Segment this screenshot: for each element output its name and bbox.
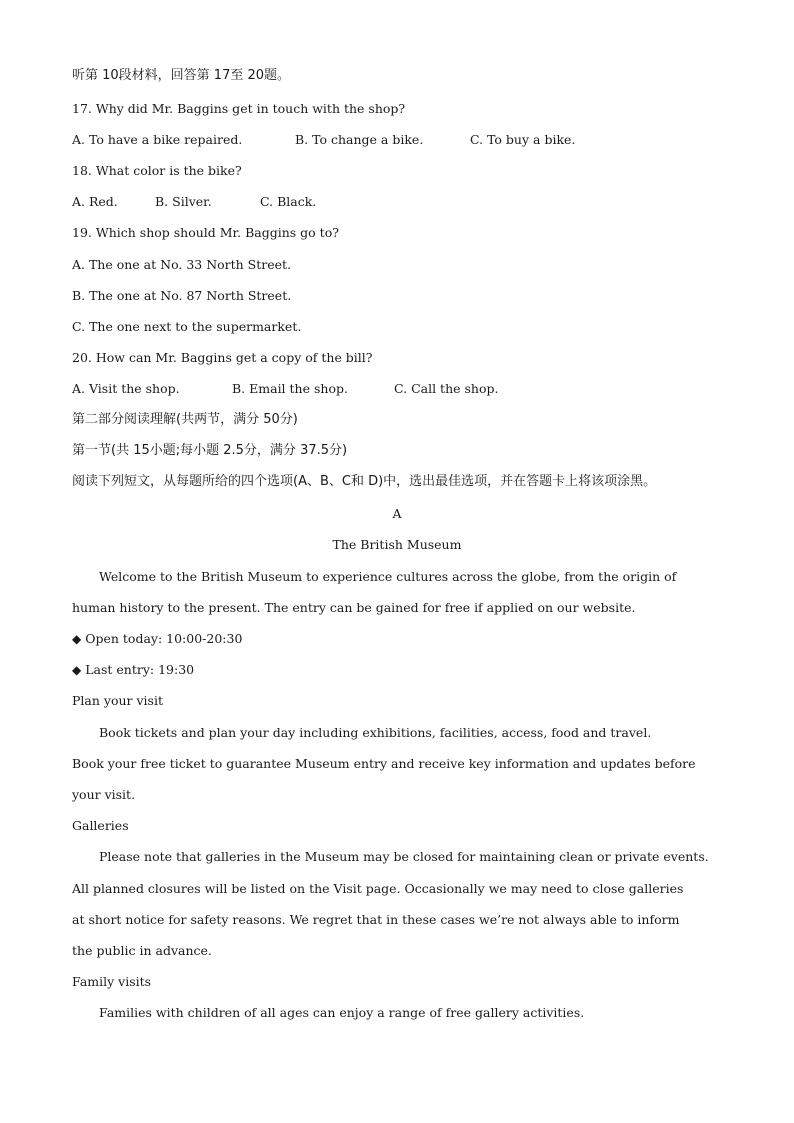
question-20-stem: 20. How can Mr. Baggins get a copy of the bill?	[72, 350, 373, 365]
plan-line-1: Book tickets and plan your day including exhibitions, facilities, access, food and travel.	[99, 725, 652, 740]
option-a: A. To have a bike repaired.	[72, 132, 243, 147]
option-a: A. Visit the shop.	[72, 381, 180, 396]
option-c: C. To buy a bike.	[470, 132, 576, 147]
question-19-stem: 19. Which shop should Mr. Baggins go to?	[72, 225, 339, 240]
option-b: B. Email the shop.	[232, 381, 348, 396]
family-line-1: Families with children of all ages can enjoy a range of free gallery activities.	[99, 1005, 585, 1020]
question-19-option-c: C. The one next to the supermarket.	[72, 319, 302, 334]
option-c: C. Call the shop.	[394, 381, 499, 396]
galleries-line-2: All planned closures will be listed on the Visit page. Occasionally we may need to close galleries	[72, 881, 684, 896]
diamond-bullet-icon: ◆	[72, 632, 82, 646]
question-18-options	[72, 193, 722, 211]
option-b: B. Silver.	[155, 194, 212, 209]
bullet-text: Last entry: 19:30	[85, 662, 195, 677]
plan-line-3: your visit.	[72, 787, 136, 802]
bullet-text: Open today: 10:00-20:30	[85, 631, 243, 646]
galleries-heading: Galleries	[72, 818, 129, 833]
question-19-option-b: B. The one at No. 87 North Street.	[72, 288, 292, 303]
diamond-bullet-icon: ◆	[72, 663, 82, 677]
question-18-stem: 18. What color is the bike?	[72, 163, 242, 178]
galleries-line-1: Please note that galleries in the Museum may be closed for maintaining clean or private events.	[99, 849, 709, 864]
galleries-line-3: at short notice for safety reasons. We regret that in these cases we’re not always able to inform	[72, 912, 680, 927]
question-19-option-a: A. The one at No. 33 North Street.	[72, 257, 292, 272]
listening-section-intro: 听第 10段材料，回答第 17至 20题。	[72, 68, 291, 83]
intro-line-1: Welcome to the British Museum to experience cultures across the globe, from the origin of	[99, 569, 677, 584]
part2-heading: 第二部分阅读理解(共两节，满分 50分)	[72, 412, 298, 427]
option-c: C. Black.	[260, 194, 317, 209]
intro-line-2: human history to the present. The entry can be gained for free if applied on our website.	[72, 600, 636, 615]
plan-heading: Plan your visit	[72, 693, 163, 708]
option-a: A. Red.	[72, 194, 118, 209]
passage-title: The British Museum	[332, 537, 462, 552]
family-heading: Family visits	[72, 974, 152, 989]
passage-letter: A	[392, 506, 402, 521]
plan-line-2: Book your free ticket to guarantee Museum entry and receive key information and updates before	[72, 756, 696, 771]
question-17-options	[72, 131, 722, 149]
question-17-stem: 17. Why did Mr. Baggins get in touch with the shop?	[72, 101, 406, 116]
question-20-options	[72, 380, 722, 398]
section1-heading: 第一节(共 15小题;每小题 2.5分，满分 37.5分)	[72, 443, 348, 458]
option-b: B. To change a bike.	[295, 132, 424, 147]
bullet-open-today	[72, 630, 722, 648]
bullet-last-entry	[72, 661, 722, 679]
reading-instructions: 阅读下列短文，从每题所给的四个选项(A、B、C和 D)中，选出最佳选项，并在答题卡上将该项涂黑。	[72, 474, 657, 489]
galleries-line-4: the public in advance.	[72, 943, 212, 958]
